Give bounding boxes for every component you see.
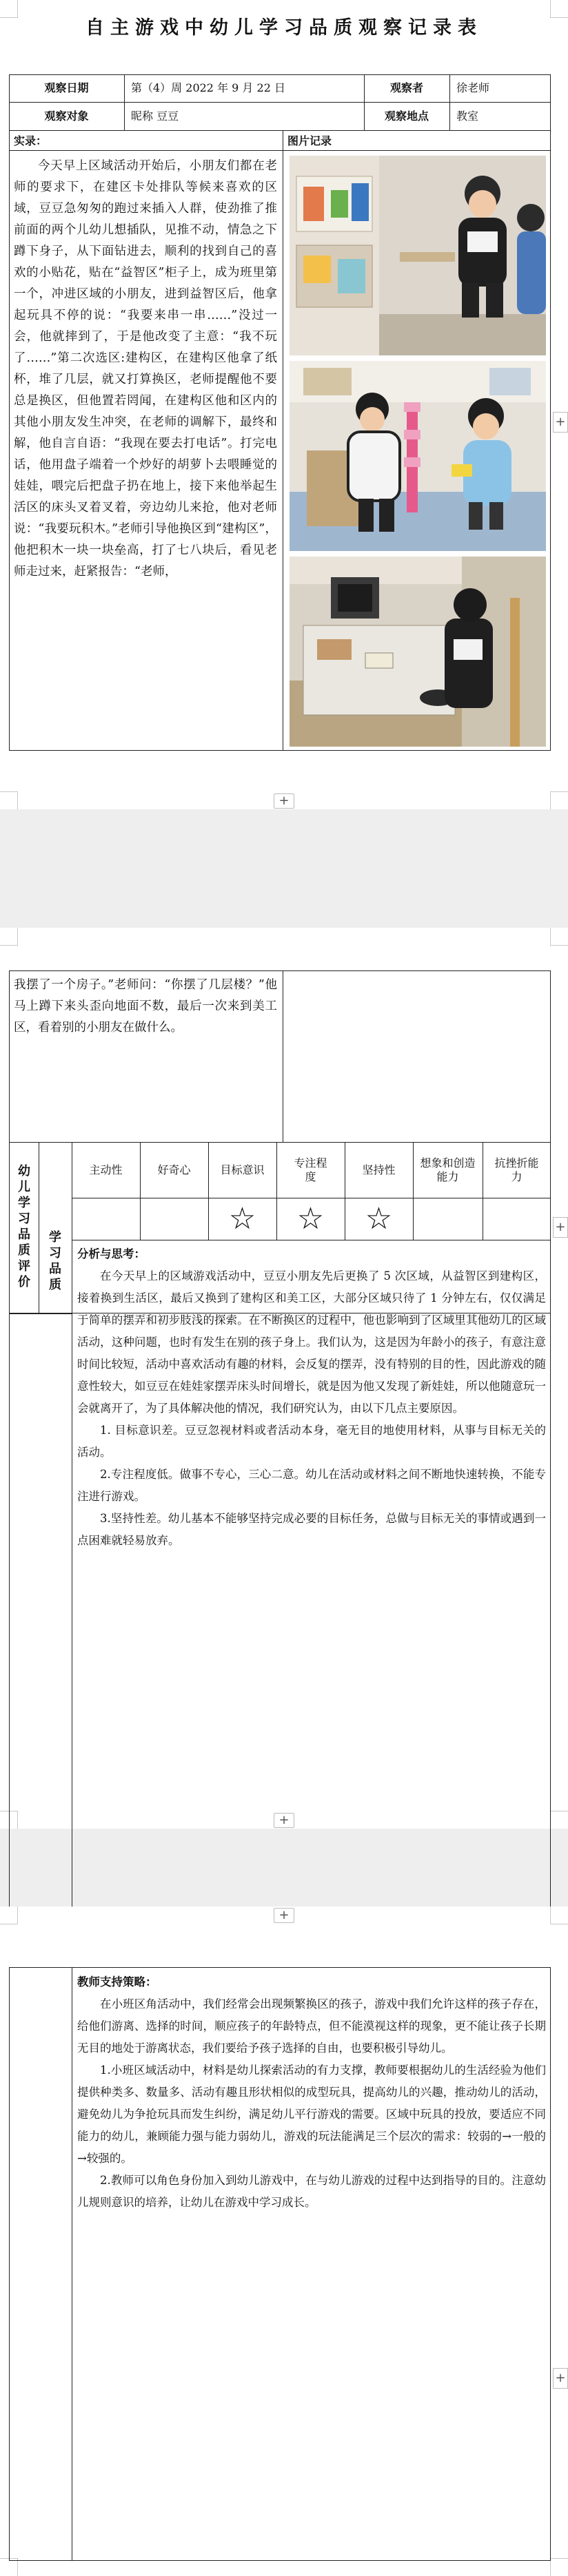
eval-col-focus: 专注程度 bbox=[294, 1156, 327, 1183]
eval-star-curiosity bbox=[140, 1198, 208, 1240]
strategy-paragraph: 在小班区角活动中，我们经常会出现频繁换区的孩子，游戏中我们允许这样的孩子存在，给他们游离、选择的时间，顺应孩子的年龄特点，但不能漠视这样的现象，更不能让孩子长期无目的地处于游离状态，我们要给予孩子选择的自由，也要积极引导幼儿。 bbox=[77, 1997, 546, 2055]
observation-photo-3 bbox=[290, 557, 546, 747]
eval-star-focus: ☆ bbox=[296, 1201, 325, 1236]
observation-photo-2 bbox=[290, 361, 546, 551]
page-corner-mark bbox=[550, 2558, 568, 2576]
eval-col-goal-awareness: 目标意识 bbox=[220, 1163, 265, 1176]
analysis-text bbox=[77, 1243, 546, 2011]
observer-value: 徐老师 bbox=[456, 81, 490, 94]
record-heading: 实录： bbox=[14, 134, 48, 147]
eval-star-goal-awareness: ☆ bbox=[228, 1201, 256, 1236]
eval-star-imagination bbox=[413, 1198, 483, 1240]
page-corner-mark bbox=[0, 1907, 18, 1924]
evaluation-group-label: 幼儿学习品质评价 bbox=[18, 1164, 30, 1289]
strategy-heading: 教师支持策略： bbox=[77, 1975, 157, 1988]
add-row-button[interactable]: + bbox=[274, 1908, 294, 1923]
page-corner-mark bbox=[0, 791, 18, 809]
place-label: 观察地点 bbox=[384, 110, 429, 123]
add-column-button[interactable]: + bbox=[553, 412, 568, 433]
place-value: 教室 bbox=[456, 110, 479, 123]
strategy-point-1: 1.小班区域活动中，材料是幼儿探索活动的有力支撑，教师要根据幼儿的生活经验为他们提供种类多、数量多、活动有趣且形状相似的成型玩具，提高幼儿的兴趣，推动幼儿的活动，避免幼儿为争抢玩具而发生纠纷，满足幼儿平行游戏的需要。区域中玩具的投放，要适应不同能力的幼儿，兼顾能力强与能力弱幼儿，游戏的玩法能满足三个层次的需求：较弱的→一般的→较强的。 bbox=[77, 2064, 546, 2165]
observer-label: 观察者 bbox=[389, 81, 423, 94]
target-label: 观察对象 bbox=[44, 110, 89, 123]
add-row-button[interactable]: + bbox=[274, 793, 294, 809]
eval-col-curiosity: 好奇心 bbox=[157, 1163, 191, 1176]
add-column-button[interactable]: + bbox=[553, 2368, 568, 2389]
analysis-point-1: 1. 目标意识差。豆豆忽视材料或者活动本身，毫无目的地使用材料，从事与目标无关的活动。 bbox=[77, 1424, 546, 1459]
eval-col-persistence: 坚持性 bbox=[362, 1163, 396, 1176]
analysis-point-2: 2.专注程度低。做事不专心，三心二意。幼儿在活动或材料之间不断地快速转换，不能专注进行游戏。 bbox=[77, 1468, 546, 1503]
observation-photo-1 bbox=[290, 156, 546, 355]
page-3 bbox=[0, 1907, 568, 2576]
record-text-part2: 我摆了一个房子。”老师问：“你摆了几层楼？”他马上蹲下来头歪向地面不数，最后一次来到美工区，看着别的小朋友在做什么。 bbox=[14, 978, 277, 1035]
date-label: 观察日期 bbox=[44, 81, 89, 94]
page-2 bbox=[0, 928, 568, 1829]
eval-col-imagination: 想象和创造能力 bbox=[420, 1156, 476, 1183]
eval-col-resilience: 抗挫折能力 bbox=[494, 1156, 539, 1183]
analysis-point-3: 3.坚持性差。幼儿基本不能够坚持完成必要的目标任务，总做与目标无关的事情或遇到一点困难就轻易放弃。 bbox=[77, 1512, 546, 1547]
page-corner-mark bbox=[550, 1811, 568, 1829]
eval-star-resilience bbox=[483, 1198, 551, 1240]
page-1 bbox=[0, 0, 568, 809]
strategy-text bbox=[77, 1971, 546, 2214]
page-corner-mark bbox=[0, 928, 18, 946]
record-text-part1: 今天早上区域活动开始后，小朋友们都在老师的要求下，在建区卡处排队等候来喜欢的区域，豆豆急匆匆的跑过来插入人群，使劲推了推前面的两个儿幼儿想插队，见推不动，情急之下蹲下身子，从下面钻进去，顺利的找到自己的喜欢的小贴花，贴在“益智区”柜子上，成为班里第一个，冲进区域的小朋友，进到益智区后，他拿起玩具不停的说：“我要来串一串……”没过一会，他就摔到了，于是他改变了主意：“我不玩了……”第二次选区:建构区，在建构区他拿了纸杯，堆了几层，就又打算换区，老师提醒他不要总是换区，但他置若罔闻，在建构区他和区内的其他小朋友发生冲突，在老师的调解下，最终和解，他自言自语：“我现在要去打电话”。打完电话，他用盘子端着一个炒好的胡萝卜去喂睡觉的娃娃，喂完后把盘子扔在地上，接下来他举起生活区的床头叉着叉着，旁边幼儿来抢，他对老师说：“我要玩积木。”老师引导他换区到“建构区”，他把积木一块一块垒高，打了七八块后，看见老师走过来，赶紧报告：“老师， bbox=[14, 159, 277, 579]
analysis-heading: 分析与思考： bbox=[77, 1247, 145, 1260]
quality-sub-label: 学习品质 bbox=[49, 1230, 61, 1292]
page-corner-mark bbox=[550, 791, 568, 809]
document-title: 自主游戏中幼儿学习品质观察记录表 bbox=[85, 17, 483, 39]
add-row-button[interactable]: + bbox=[274, 1813, 294, 1828]
photos-heading: 图片记录 bbox=[287, 134, 332, 147]
eval-star-initiative bbox=[72, 1198, 140, 1240]
page-corner-mark bbox=[550, 1907, 568, 1924]
target-value: 昵称 豆豆 bbox=[131, 110, 179, 123]
strategy-point-2: 2.教师可以角色身份加入到幼儿游戏中，在与幼儿游戏的过程中达到指导的目的。注意幼儿规则意识的培养，让幼儿在游戏中学习成长。 bbox=[77, 2174, 546, 2209]
page-corner-mark bbox=[550, 928, 568, 946]
analysis-paragraph: 在今天早上的区域游戏活动中，豆豆小朋友先后更换了 5 次区域，从益智区到建构区，接着换到生活区，最后又换到了建构区和美工区，大部分区域只待了 1 分钟左右，仅仅满足于简单的摆弄和初步肢浅的探索。在不断换区的过程中，他也影响到了区域里其他幼儿的区域活动，这种问题，也时有发生在别的孩子身上。我们认为，这是因为年龄小的孩子，有意注意时间比较短，活动中喜欢活动有趣的材料，会反复的摆弄，没有特别的目的性，因此游戏的随意性较大，如豆豆在娃娃家摆弄床头时间增长，就是因为他又发现了新娃娃，所以他随意玩一会就离开了，为了具体解决他的情况，我们研究认为，由以下几点主要原因。 bbox=[77, 1269, 546, 1415]
eval-star-persistence: ☆ bbox=[365, 1201, 393, 1236]
add-column-button[interactable]: + bbox=[553, 1217, 568, 1238]
date-value: 第（4）周 2022 年 9 月 22 日 bbox=[131, 81, 285, 94]
eval-col-initiative: 主动性 bbox=[89, 1163, 123, 1176]
